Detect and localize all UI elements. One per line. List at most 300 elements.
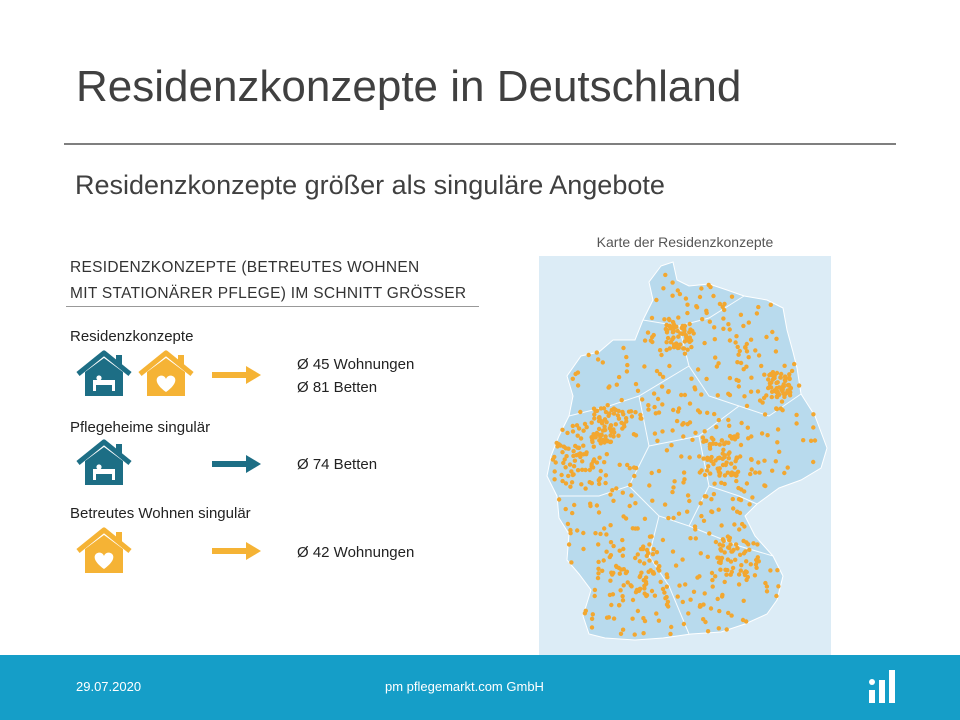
facility-dot: [733, 558, 737, 562]
facility-dot: [681, 434, 685, 438]
facility-dot: [609, 540, 613, 544]
facility-dot: [733, 459, 737, 463]
facility-dot: [571, 429, 575, 433]
facility-dot: [692, 331, 696, 335]
facility-dot: [744, 540, 748, 544]
facility-dot: [702, 341, 706, 345]
facility-dot: [639, 571, 643, 575]
facility-dot: [720, 593, 724, 597]
facility-dot: [717, 626, 721, 630]
facility-dot: [602, 558, 606, 562]
facility-dot: [575, 528, 579, 532]
facility-dot: [630, 617, 634, 621]
facility-dot: [733, 340, 737, 344]
facility-dot: [714, 425, 718, 429]
facility-dot: [646, 407, 650, 411]
facility-dot: [615, 383, 619, 387]
facility-dot: [636, 552, 640, 556]
facility-dot: [676, 329, 680, 333]
facility-dot: [678, 292, 682, 296]
facility-dot: [722, 302, 726, 306]
facility-dot: [676, 315, 680, 319]
facility-dot: [617, 375, 621, 379]
facility-dot: [590, 440, 594, 444]
facility-dot: [769, 385, 773, 389]
facility-dot: [573, 459, 577, 463]
facility-dot: [731, 497, 735, 501]
facility-dot: [679, 454, 683, 458]
facility-dot: [782, 471, 786, 475]
house-bed-icon: [76, 439, 132, 487]
facility-dot: [650, 471, 654, 475]
facility-dot: [735, 510, 739, 514]
facility-dot: [609, 423, 613, 427]
facility-dot: [614, 486, 618, 490]
facility-dot: [744, 365, 748, 369]
infographic-headline-line2: MIT STATIONÄRER PFLEGE) IM SCHNITT GRÖSSER: [70, 285, 467, 302]
facility-dot: [570, 480, 574, 484]
facility-dot: [580, 468, 584, 472]
facility-dot: [588, 502, 592, 506]
facility-dot: [794, 413, 798, 417]
facility-dot: [597, 456, 601, 460]
facility-dot: [720, 438, 724, 442]
facility-dot: [769, 303, 773, 307]
facility-dot: [681, 600, 685, 604]
facility-dot: [560, 450, 564, 454]
facility-dot: [560, 428, 564, 432]
facility-dot: [726, 322, 730, 326]
facility-dot: [596, 357, 600, 361]
facility-dot: [603, 481, 607, 485]
facility-dot: [739, 568, 743, 572]
facility-dot: [624, 516, 628, 520]
facility-dot: [602, 440, 606, 444]
facility-dot: [670, 325, 674, 329]
facility-dot: [703, 591, 707, 595]
facility-dot: [711, 584, 715, 588]
facility-dot: [588, 468, 592, 472]
facility-dot: [776, 392, 780, 396]
facility-dot: [608, 492, 612, 496]
facility-dot: [757, 353, 761, 357]
facility-dot: [735, 546, 739, 550]
facility-dot: [710, 436, 714, 440]
facility-dot: [728, 434, 732, 438]
facility-dot: [640, 397, 644, 401]
facility-dot: [593, 531, 597, 535]
facility-dot: [627, 410, 631, 414]
facility-dot: [742, 599, 746, 603]
facility-dot: [571, 449, 575, 453]
facility-dot: [642, 586, 646, 590]
facility-dot: [715, 556, 719, 560]
facility-dot: [619, 567, 623, 571]
facility-dot: [749, 457, 753, 461]
facility-dot: [654, 298, 658, 302]
facility-dot: [717, 418, 721, 422]
facility-dot: [661, 538, 665, 542]
facility-dot: [638, 575, 642, 579]
facility-dot: [813, 438, 817, 442]
facility-dot: [783, 378, 787, 382]
facility-dot: [687, 499, 691, 503]
facility-dot: [646, 551, 650, 555]
facility-dot: [715, 364, 719, 368]
facility-dot: [763, 412, 767, 416]
facility-dot: [716, 456, 720, 460]
facility-dot: [566, 474, 570, 478]
facility-dot: [729, 559, 733, 563]
facility-dot: [721, 327, 725, 331]
facility-dot: [572, 503, 576, 507]
facility-dot: [638, 413, 642, 417]
facility-dot: [659, 580, 663, 584]
facility-dot: [569, 469, 573, 473]
facility-dot: [724, 573, 728, 577]
facility-dot: [674, 344, 678, 348]
facility-dot: [657, 469, 661, 473]
facility-dot: [659, 353, 663, 357]
facility-dot: [583, 486, 587, 490]
facility-dot: [688, 455, 692, 459]
facility-dot: [718, 542, 722, 546]
facility-dot: [710, 571, 714, 575]
facility-dot: [621, 346, 625, 350]
facility-dot: [598, 532, 602, 536]
facility-dot: [708, 285, 712, 289]
facility-dot: [643, 338, 647, 342]
facility-dot: [653, 431, 657, 435]
facility-dot: [712, 482, 716, 486]
facility-dot: [622, 583, 626, 587]
facility-dot: [665, 572, 669, 576]
facility-dot: [708, 471, 712, 475]
facility-dot: [680, 557, 684, 561]
facility-dot: [620, 398, 624, 402]
facility-dot: [664, 348, 668, 352]
facility-dot: [694, 304, 698, 308]
facility-dot: [765, 433, 769, 437]
facility-dot: [625, 369, 629, 373]
facility-dot: [646, 330, 650, 334]
facility-dot: [684, 333, 688, 337]
facility-dot: [694, 536, 698, 540]
facility-dot: [739, 443, 743, 447]
facility-dot: [764, 335, 768, 339]
facility-dot: [745, 481, 749, 485]
facility-dot: [747, 548, 751, 552]
section-label-pflegeheime: Pflegeheime singulär: [70, 419, 211, 436]
facility-dot: [725, 568, 729, 572]
facility-dot: [738, 553, 742, 557]
facility-dot: [671, 408, 675, 412]
facility-dot: [747, 502, 751, 506]
facility-dot: [737, 497, 741, 501]
facility-dot: [695, 575, 699, 579]
facility-dot: [650, 335, 654, 339]
facility-dot: [644, 594, 648, 598]
facility-dot: [580, 459, 584, 463]
facility-dot: [734, 479, 738, 483]
facility-dot: [688, 401, 692, 405]
house-heart-icon: [76, 527, 132, 575]
facility-dot: [583, 611, 587, 615]
facility-dot: [704, 377, 708, 381]
facility-dot: [642, 561, 646, 565]
facility-dot: [626, 580, 630, 584]
facility-dot: [669, 625, 673, 629]
map-caption: Karte der Residenzkonzepte: [596, 234, 774, 250]
facility-dot: [592, 445, 596, 449]
facility-dot: [631, 598, 635, 602]
slide-subtitle: Residenzkonzepte größer als singuläre Angebote: [75, 170, 665, 200]
facility-dot: [628, 504, 632, 508]
facility-dot: [636, 389, 640, 393]
facility-dot: [663, 596, 667, 600]
facility-dot: [749, 562, 753, 566]
facility-dot: [664, 323, 668, 327]
facility-dot: [644, 580, 648, 584]
facility-dot: [591, 459, 595, 463]
facility-dot: [730, 295, 734, 299]
facility-dot: [737, 384, 741, 388]
facility-dot: [629, 584, 633, 588]
facility-dot: [684, 296, 688, 300]
facility-dot: [716, 467, 720, 471]
facility-dot: [667, 317, 671, 321]
facility-dot: [663, 273, 667, 277]
facility-dot: [733, 465, 737, 469]
facility-dot: [721, 448, 725, 452]
facility-dot: [669, 443, 673, 447]
facility-dot: [624, 416, 628, 420]
facility-dot: [612, 616, 616, 620]
facility-dot: [610, 408, 614, 412]
facility-dot: [606, 403, 610, 407]
title-divider: [64, 143, 896, 145]
facility-dot: [581, 429, 585, 433]
facility-dot: [700, 317, 704, 321]
facility-dot: [572, 464, 576, 468]
facility-dot: [596, 576, 600, 580]
facility-dot: [604, 532, 608, 536]
facility-dot: [756, 305, 760, 309]
facility-dot: [699, 551, 703, 555]
facility-dot: [593, 594, 597, 598]
facility-dot: [759, 364, 763, 368]
facility-dot: [660, 429, 664, 433]
facility-dot: [567, 542, 571, 546]
facility-dot: [658, 348, 662, 352]
facility-dot: [660, 402, 664, 406]
facility-dot: [657, 619, 661, 623]
facility-dot: [729, 462, 733, 466]
facility-dot: [568, 462, 572, 466]
facility-dot: [745, 342, 749, 346]
facility-dot: [601, 428, 605, 432]
facility-dot: [650, 316, 654, 320]
facility-dot: [698, 295, 702, 299]
facility-dot: [638, 587, 642, 591]
facility-dot: [597, 427, 601, 431]
facility-dot: [676, 409, 680, 413]
facility-dot: [770, 330, 774, 334]
facility-dot: [576, 468, 580, 472]
facility-dot: [564, 507, 568, 511]
facility-dot: [745, 404, 749, 408]
germany-map: [539, 256, 831, 655]
facility-dot: [558, 443, 562, 447]
facility-dot: [651, 547, 655, 551]
facility-dot: [792, 362, 796, 366]
facility-dot: [780, 385, 784, 389]
facility-dot: [739, 563, 743, 567]
facility-dot: [729, 613, 733, 617]
facility-dot: [683, 352, 687, 356]
footer-date: 29.07.2020: [76, 679, 142, 694]
facility-dot: [647, 558, 651, 562]
facility-dot: [707, 531, 711, 535]
facility-dot: [753, 573, 757, 577]
facility-dot: [757, 470, 761, 474]
facility-dot: [705, 456, 709, 460]
facility-dot: [677, 583, 681, 587]
facility-dot: [726, 392, 730, 396]
facility-dot: [750, 495, 754, 499]
facility-dot: [587, 353, 591, 357]
facility-dot: [596, 571, 600, 575]
facility-dot: [624, 571, 628, 575]
headline-divider: [66, 306, 479, 307]
facility-dot: [564, 446, 568, 450]
facility-dot: [742, 394, 746, 398]
facility-dot: [650, 340, 654, 344]
facility-dot: [734, 334, 738, 338]
facility-dot: [646, 403, 650, 407]
facility-dot: [647, 542, 651, 546]
facility-dot: [621, 628, 625, 632]
facility-dot: [741, 618, 745, 622]
facility-dot: [728, 338, 732, 342]
facility-dot: [696, 367, 700, 371]
facility-dot: [652, 405, 656, 409]
facility-dot: [739, 313, 743, 317]
facility-dot: [770, 469, 774, 473]
facility-dot: [736, 345, 740, 349]
facility-dot: [607, 615, 611, 619]
facility-dot: [699, 468, 703, 472]
facility-dot: [745, 349, 749, 353]
facility-dot: [639, 416, 643, 420]
facility-dot: [596, 542, 600, 546]
facility-dot: [686, 493, 690, 497]
facility-dot: [779, 375, 783, 379]
facility-dot: [621, 491, 625, 495]
facility-dot: [596, 567, 600, 571]
facility-dot: [633, 501, 637, 505]
facility-dot: [654, 611, 658, 615]
facility-dot: [738, 454, 742, 458]
facility-dot: [726, 418, 730, 422]
facility-dot: [602, 424, 606, 428]
facility-dot: [665, 448, 669, 452]
facility-dot: [654, 560, 658, 564]
facility-dot: [552, 477, 556, 481]
footer-company: pm pflegemarkt.com GmbH: [385, 679, 544, 694]
facility-dot: [618, 549, 622, 553]
facility-dot: [749, 390, 753, 394]
facility-dot: [648, 535, 652, 539]
facility-dot: [598, 476, 602, 480]
facility-dot: [705, 468, 709, 472]
facility-dot: [680, 326, 684, 330]
facility-dot: [775, 568, 779, 572]
facility-dot: [690, 438, 694, 442]
facility-dot: [577, 426, 581, 430]
facility-dot: [774, 594, 778, 598]
facility-dot: [593, 435, 597, 439]
facility-dot: [564, 454, 568, 458]
facility-dot: [608, 440, 612, 444]
facility-dot: [633, 556, 637, 560]
facility-dot: [770, 395, 774, 399]
facility-dot: [725, 627, 729, 631]
facility-dot: [701, 456, 705, 460]
facility-dot: [698, 410, 702, 414]
facility-dot: [704, 309, 708, 313]
facility-dot: [667, 364, 671, 368]
facility-dot: [564, 481, 568, 485]
facility-dot: [692, 590, 696, 594]
facility-dot: [641, 616, 645, 620]
facility-dot: [553, 469, 557, 473]
facility-dot: [755, 311, 759, 315]
facility-dot: [605, 452, 609, 456]
facility-dot: [775, 440, 779, 444]
facility-dot: [718, 442, 722, 446]
facility-dot: [705, 411, 709, 415]
facility-dot: [766, 377, 770, 381]
facility-dot: [716, 597, 720, 601]
facility-dot: [731, 506, 735, 510]
facility-dot: [797, 383, 801, 387]
facility-dot: [765, 589, 769, 593]
facility-dot: [763, 581, 767, 585]
facility-dot: [685, 510, 689, 514]
facility-dot: [703, 473, 707, 477]
facility-dot: [774, 406, 778, 410]
facility-dot: [727, 424, 731, 428]
facility-dot: [657, 410, 661, 414]
facility-dot: [630, 414, 634, 418]
facility-dot: [776, 380, 780, 384]
facility-dot: [680, 422, 684, 426]
facility-dot: [717, 609, 721, 613]
facility-dot: [656, 397, 660, 401]
facility-dot: [591, 612, 595, 616]
facility-dot: [576, 383, 580, 387]
facility-dot: [701, 435, 705, 439]
facility-dot: [708, 320, 712, 324]
facility-dot: [732, 522, 736, 526]
facility-dot: [794, 421, 798, 425]
facility-dot: [663, 502, 667, 506]
facility-dot: [720, 556, 724, 560]
pflegeheime-betten-value: Ø 74 Betten: [297, 456, 378, 473]
facility-dot: [780, 399, 784, 403]
facility-dot: [633, 410, 637, 414]
